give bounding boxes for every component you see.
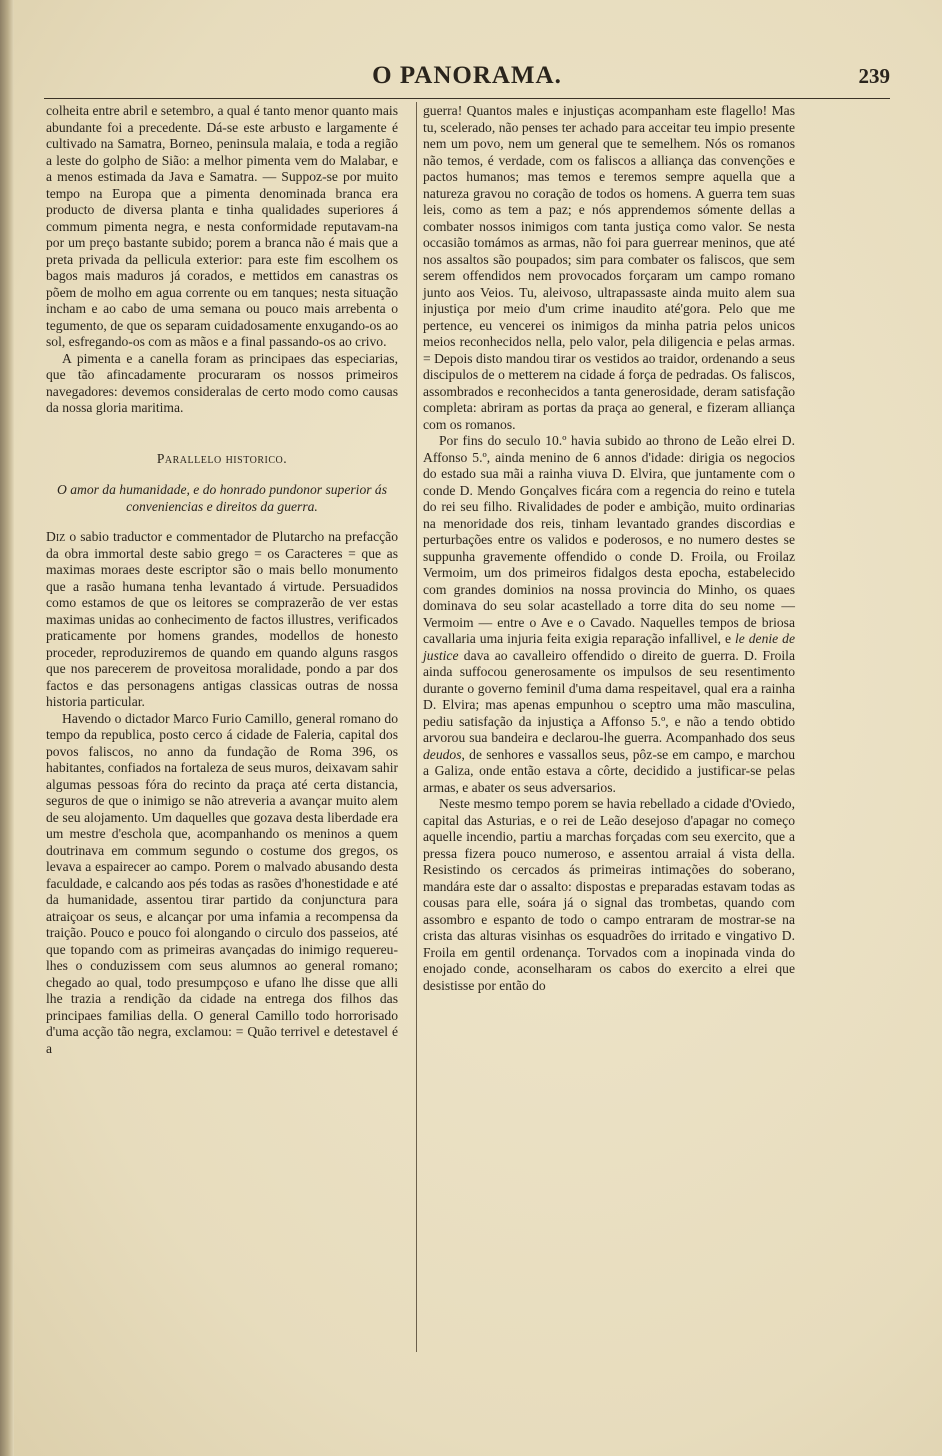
section-subtitle: O amor da humanidade, e do honrado pundonor superior ás conveniencias e direitos da guerra.: [56, 482, 388, 514]
page-binding-edge: [0, 0, 14, 1456]
italic-phrase: le denie de justice: [423, 631, 795, 663]
column-divider: [416, 102, 417, 1352]
paragraph-introduction-text: o sabio traductor e commentador de Plutarcho na prefacção da obra immortal deste sabio grego = os Caracteres = que as maximas moraes deste escriptor são o mais bello monumento que a rasão humana tenha levantado á virtude. Persuadidos como estamos de que os leitores se comprazerão de ver estas maximas unidas ao conhecimento de factos illustres, verificados praticamente por homens grandes, modellos de honesto proceder, reproduziremos de quando em quando alguns rasgos que nos parecerem de proveitosa moralidade, pondo a par dos factos e das personagens antigas classicas outras de nossa historia particular.: [46, 529, 398, 709]
journal-title: O PANORAMA.: [372, 62, 562, 89]
italic-word: deudos: [423, 746, 462, 762]
paragraph-affonso-end: , de senhores e vassallos seus, pôz-se em campo, e marchou a Galiza, onde então estava a côrte, decidido a justificar-se pelas armas, e abater os seus adversarios.: [423, 746, 795, 795]
page-number: 239: [858, 64, 890, 88]
paragraph-affonso-cont: dava ao cavalleiro offendido o direito de guerra. D. Froila ainda suffocou generosamente os impulsos de seu resentimento durante o governo feminil d'uma dama respeitavel, qual era a rainha D. Elvira; mas apenas empunhou o sceptro uma mão masculina, pediu satisfação da injustiça a Affonso 5.º, e não a tendo obtido arvorou sua bandeira e declarou-lhe guerra. Acompanhado dos seus: [423, 647, 795, 745]
left-column: [46, 103, 398, 1057]
paragraph-oviedo: Neste mesmo tempo porem se havia rebellado a cidade d'Oviedo, capital das Asturias, e o rei de Leão desejoso d'apagar no começo aquelle incendio, partiu a marchas forçadas com seu exercito, que a pressa fizera pouco numeroso, e assentou arraial á vista della. Resistindo os cercados ás primeiras intimações do soberano, mandára este dar o assalto: dispostas e preparadas estavam todas as cousas para elle, soára já o signal das trombetas, quando com assombro e espanto de todo o campo entraram de mostrar-se na crista das alturas visinhas os esquadrões do irritado e vingativo D. Froila em gentil ordenança. Torvados com a inopinada vinda do enojado conde, aconselharam os cabos do exercito a elrei que desistisse por então do: [423, 796, 795, 993]
paragraph-spices: A pimenta e a canella foram as principaes das especiarias, que tão afincadamente procuraram os nossos primeiros navegadores: devemos consideralas de certo modo como causas da nossa gloria maritima.: [46, 350, 398, 415]
section-title: Parallelo historico.: [156, 450, 288, 466]
right-column: [423, 103, 795, 994]
paragraph-affonso: [423, 433, 795, 796]
paragraph-affonso-text: Por fins do seculo 10.º havia subido ao throno de Leão elrei D. Affonso 5.º, ainda menino de 6 annos d'idade: dirigia os negocios do estado sua mãi a rainha viuva D. Elvira, que juntamente com o conde D. Mendo Gonçalves ficára com a regencia do reino e tutela do rei seu filho. Rivalidades de poder e ambição, muito ordinarias na menoridade dos reis, tinham levantado grandes discordias e perturbações entre os validos e poderosos, e no numero destes se suppunha gravemente offendido o conde D. Froila, ou Froilaz Vermoim, um dos primeiros fidalgos desta epocha, estabelecido com grandes dominios na nossa provincia do Minho, os quaes dominava do seu solar acastellado a torre dita do seu nome — Vermoim — entre o Ave e o Cavado. Naquelles tempos de briosa cavallaria uma injuria feita exigia reparação infallivel, e: [423, 433, 795, 646]
initial-word: Diz: [46, 529, 66, 544]
paragraph-pepper-harvest: colheita entre abril e setembro, a qual é tanto menor quanto mais abundante foi a precedente. Dá-se este arbusto e largamente é cultivado na Samatra, Borneo, peninsula malaia, e toda a região a leste do golpho de Sião: a melhor pimenta vem do Malabar, e a menos estimada da Java e Samatra. — Suppoz-se por muito tempo na Europa que a pimenta denominada branca era producto de diversa planta e tinha qualidades superiores á commum pimenta negra, e nesta conformidade reputavam-na por um preço bastante subido; porem a branca não é mais que a preta privada da pellicula exterior: para este fim escolhem os bagos mais maduros já corados, e mettidos em canastras os põem de molho em agua corrente ou em tanques; nesta situação incham e ao cabo de uma semana ou pouco mais arrebenta o tegumento, de que os separam cuidadosamente enxugando-os ao sol, esfregando-os com as mãos e a final passando-os ao crivo.: [46, 103, 398, 349]
header-rule: [44, 98, 890, 99]
paragraph-camillo-speech: guerra! Quantos males e injustiças acompanham este flagello! Mas tu, scelerado, não penses ter achado para acceitar teu impio presente nem um povo, nem um general que te semelhem. Nós os romanos não temos, é verdade, com os faliscos a alliança das convenções e pactos humanos; mas temos e teremos sempre aquella que a natureza gravou no coração de todos os homens. A guerra tem suas leis, como as tem a paz; e nós apprendemos sómente dellas a combater nossos inimigos com tanta justiça como valor. Se nesta occasião tomámos as armas, não foi para guerrear meninos, que até nos assaltos são poupados; sim para combater os faliscos, que sem serem offendidos nem provocados forçaram um campo romano junto aos Veios. Tu, aleivoso, ultrapassaste ainda muito alem sua injustiça por meio d'um crime inaudito até'gora. Pelo que me pertence, eu vencerei os inimigos da minha patria pelos unicos meios reconhecidos nella, pelo valor, pela diligencia e pelas armas. = Depois disto mandou tirar os vestidos ao traidor, ordenando a seus discipulos de o metterem na cidade á força de pedradas. Os faliscos, assombrados e reconhecidos a tanta generosidade, deram satisfação completa: abriram as portas da praça ao general, e fizeram alliança com os romanos.: [423, 103, 795, 432]
paragraph-camillo: Havendo o dictador Marco Furio Camillo, general romano do tempo da republica, posto cerco á cidade de Faleria, capital dos povos faliscos, no anno da fundação de Roma 396, os habitantes, confiados na fortaleza de seus muros, deixavam sahir algumas pessoas fóra do recinto da praça até certa distancia, seguros de que o inimigo se não atreveria a avançar muito alem de seu alojamento. Um daquelles que gozava desta liberdade era um mestre d'eschola que, acompanhando os meninos a quem doutrinava em commum segundo o costume dos gregos, os levava a espairecer ao campo. Porem o malvado abusando desta faculdade, e calcando aos pés todas as rasões d'honestidade e até da humanidade, assentou tirar partido da conjunctura para atraiçoar os seus, e alcançar por uma infamia a recompensa da traição. Pouco e pouco foi alongando o circulo dos passeios, até que topando com as primeiras avançadas do inimigo requereu-lhes o conduzissem com seus alumnos ao general romano; chegado ao qual, todo presumpçoso e ufano lhe disse que alli lhe trazia a rendição da cidade na entrega dos filhos das principaes familias della. O general Camillo todo horrorisado d'uma acção tão negra, exclamou: = Quão terrivel e detestavel é a: [46, 710, 398, 1056]
paragraph-introduction: [46, 529, 398, 711]
page-header: [44, 58, 890, 98]
